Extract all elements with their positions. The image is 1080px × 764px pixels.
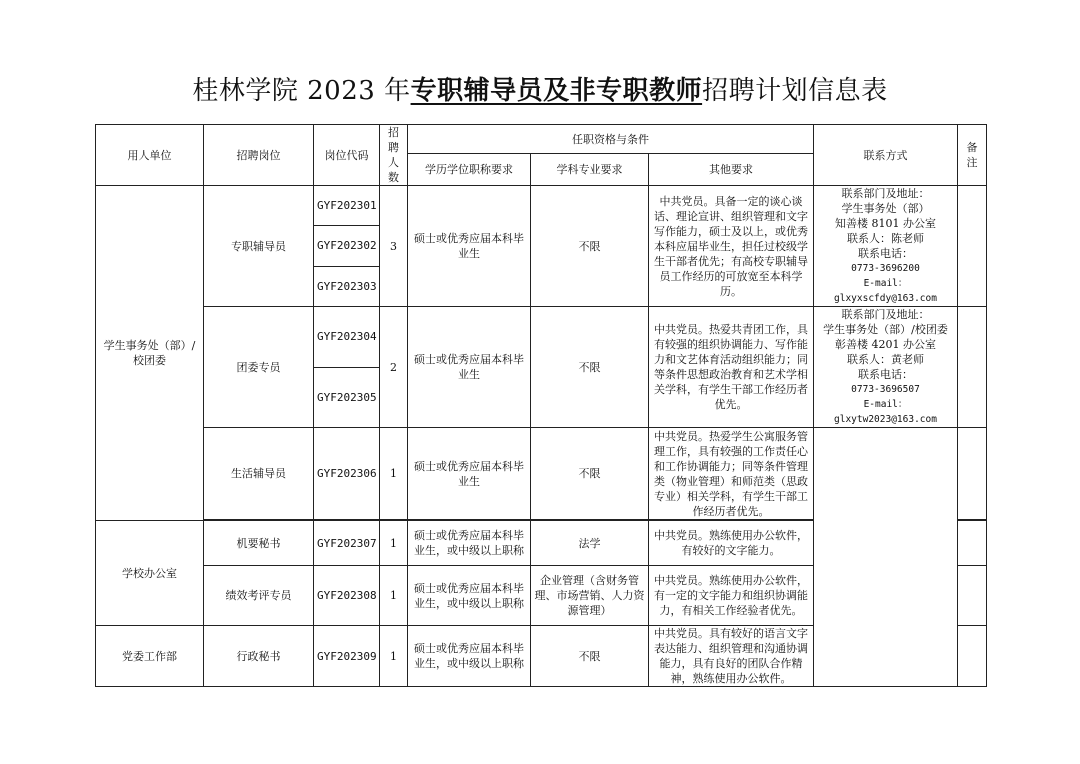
- other-requirements-cell: 中共党员。具有较好的语言文字表达能力、组织管理和沟通协调能力，具有良好的团队合作精神，熟练使用办公软件。: [649, 626, 814, 687]
- contact-line: E-mail：: [863, 278, 908, 289]
- degree-cell: 硕士或优秀应届本科毕业生: [408, 428, 531, 520]
- table-row: [96, 428, 987, 520]
- degree-cell: 硕士或优秀应届本科毕业生: [408, 186, 531, 307]
- count-cell: 1: [380, 428, 408, 520]
- contact-line: 联系人：黄老师: [847, 353, 924, 366]
- position-cell: 生活辅导员: [204, 428, 314, 520]
- title-suffix: 招聘计划信息表: [702, 76, 888, 106]
- major-cell: 不限: [531, 186, 649, 307]
- count-cell: 3: [380, 186, 408, 307]
- contact-line: E-mail：: [863, 399, 908, 410]
- header-contact: 联系方式: [814, 125, 958, 186]
- code-cell: GYF202309: [314, 626, 380, 687]
- contact-phone: 0773-3696507: [851, 384, 920, 395]
- position-cell: 机要秘书: [204, 521, 314, 566]
- other-requirements-cell: 中共党员。熟练使用办公软件，有一定的文字能力和组织协调能力，有相关工作经验者优先。: [649, 566, 814, 626]
- header-count: [380, 125, 408, 186]
- code-cell: GYF202308: [314, 566, 380, 626]
- contact-line: 彰善楼 4201 办公室: [835, 338, 936, 351]
- other-requirements-cell: 中共党员。热爱学生公寓服务管理工作，具有较强的工作责任心和工作协调能力；同等条件管理类（物业管理）和师范类（思政专业）相关学科，有学生干部工作经历者优先。: [649, 428, 814, 520]
- title-prefix: 桂林学院 2023 年: [192, 76, 411, 106]
- contact-cell-empty: [814, 428, 958, 687]
- major-cell: 不限: [531, 307, 649, 428]
- header-count-text: 招聘人数: [388, 126, 399, 184]
- position-cell: 行政秘书: [204, 626, 314, 687]
- degree-cell: 硕士或优秀应届本科毕业生，或中级以上职称: [408, 521, 531, 566]
- other-requirements-cell: 中共党员。热爱共青团工作，具有较强的组织协调能力、写作能力和文艺体育活动组织能力；同等条件思想政治教育和艺术学相关学科，有学生干部工作经历者优先。: [649, 307, 814, 428]
- position-cell: 团委专员: [204, 307, 314, 428]
- position-cell: 绩效考评专员: [204, 566, 314, 626]
- unit-cell: 学校办公室: [96, 521, 204, 626]
- code-cell: GYF202306: [314, 428, 380, 520]
- code-cell: GYF202307: [314, 521, 380, 566]
- unit-cell: 学生事务处（部）/校团委: [96, 186, 204, 521]
- count-cell: 1: [380, 566, 408, 626]
- table-row: [96, 186, 987, 226]
- contact-line: 学生事务处（部）/校团委: [823, 323, 948, 336]
- degree-cell: 硕士或优秀应届本科毕业生: [408, 307, 531, 428]
- unit-cell: 党委工作部: [96, 626, 204, 687]
- contact-line: 知善楼 8101 办公室: [835, 217, 936, 230]
- title-underlined: 专职辅导员及非专职教师: [410, 76, 703, 106]
- contact-line: 联系部门及地址：: [841, 187, 930, 200]
- code-cell: GYF202302: [314, 226, 380, 266]
- contact-line: 联系人：陈老师: [847, 232, 924, 245]
- contact-line: 联系电话：: [858, 247, 913, 260]
- code-cell: GYF202304: [314, 307, 380, 368]
- header-other: 其他要求: [649, 154, 814, 186]
- contact-line: 学生事务处（部）: [841, 202, 930, 215]
- other-requirements-cell: 中共党员。具备一定的谈心谈话、理论宣讲、组织管理和文字写作能力，硕士及以上，或优秀本科应届毕业生，担任过校级学生干部者优先；有高校专职辅导员工作经历的可放宽至本科学历。: [649, 186, 814, 307]
- major-cell: 不限: [531, 626, 649, 687]
- header-position: 招聘岗位: [204, 125, 314, 186]
- count-cell: 2: [380, 307, 408, 428]
- code-cell: GYF202305: [314, 367, 380, 428]
- header-note-text: 备注: [966, 141, 978, 169]
- contact-email: glxyxscfdy@163.com: [834, 293, 937, 304]
- recruitment-table: [95, 124, 987, 687]
- major-cell: 法学: [531, 521, 649, 566]
- position-cell: 专职辅导员: [204, 186, 314, 307]
- table-row: [96, 307, 987, 368]
- note-cell: [958, 521, 987, 566]
- header-note: [958, 125, 987, 186]
- degree-cell: 硕士或优秀应届本科毕业生，或中级以上职称: [408, 566, 531, 626]
- count-cell: 1: [380, 626, 408, 687]
- code-cell: GYF202303: [314, 266, 380, 306]
- major-cell: 不限: [531, 428, 649, 520]
- header-qualification: 任职资格与条件: [408, 125, 814, 154]
- page-title: [0, 70, 1080, 107]
- other-requirements-cell: 中共党员。熟练使用办公软件，有较好的文字能力。: [649, 521, 814, 566]
- degree-cell: 硕士或优秀应届本科毕业生，或中级以上职称: [408, 626, 531, 687]
- contact-line: 联系部门及地址：: [841, 308, 930, 321]
- count-cell: 1: [380, 521, 408, 566]
- header-major: 学科专业要求: [531, 154, 649, 186]
- contact-cell: [814, 307, 958, 428]
- header-unit: 用人单位: [96, 125, 204, 186]
- note-cell: [958, 307, 987, 428]
- note-cell: [958, 626, 987, 687]
- contact-cell: [814, 186, 958, 307]
- header-code: 岗位代码: [314, 125, 380, 186]
- code-cell: GYF202301: [314, 186, 380, 226]
- header-row-1: [96, 125, 987, 154]
- contact-email: glxytw2023@163.com: [834, 414, 937, 425]
- note-cell: [958, 566, 987, 626]
- major-cell: 企业管理（含财务管理、市场营销、人力资源管理）: [531, 566, 649, 626]
- contact-line: 联系电话：: [858, 368, 913, 381]
- header-degree: 学历学位职称要求: [408, 154, 531, 186]
- note-cell: [958, 186, 987, 307]
- note-cell: [958, 428, 987, 520]
- contact-phone: 0773-3696200: [851, 263, 920, 274]
